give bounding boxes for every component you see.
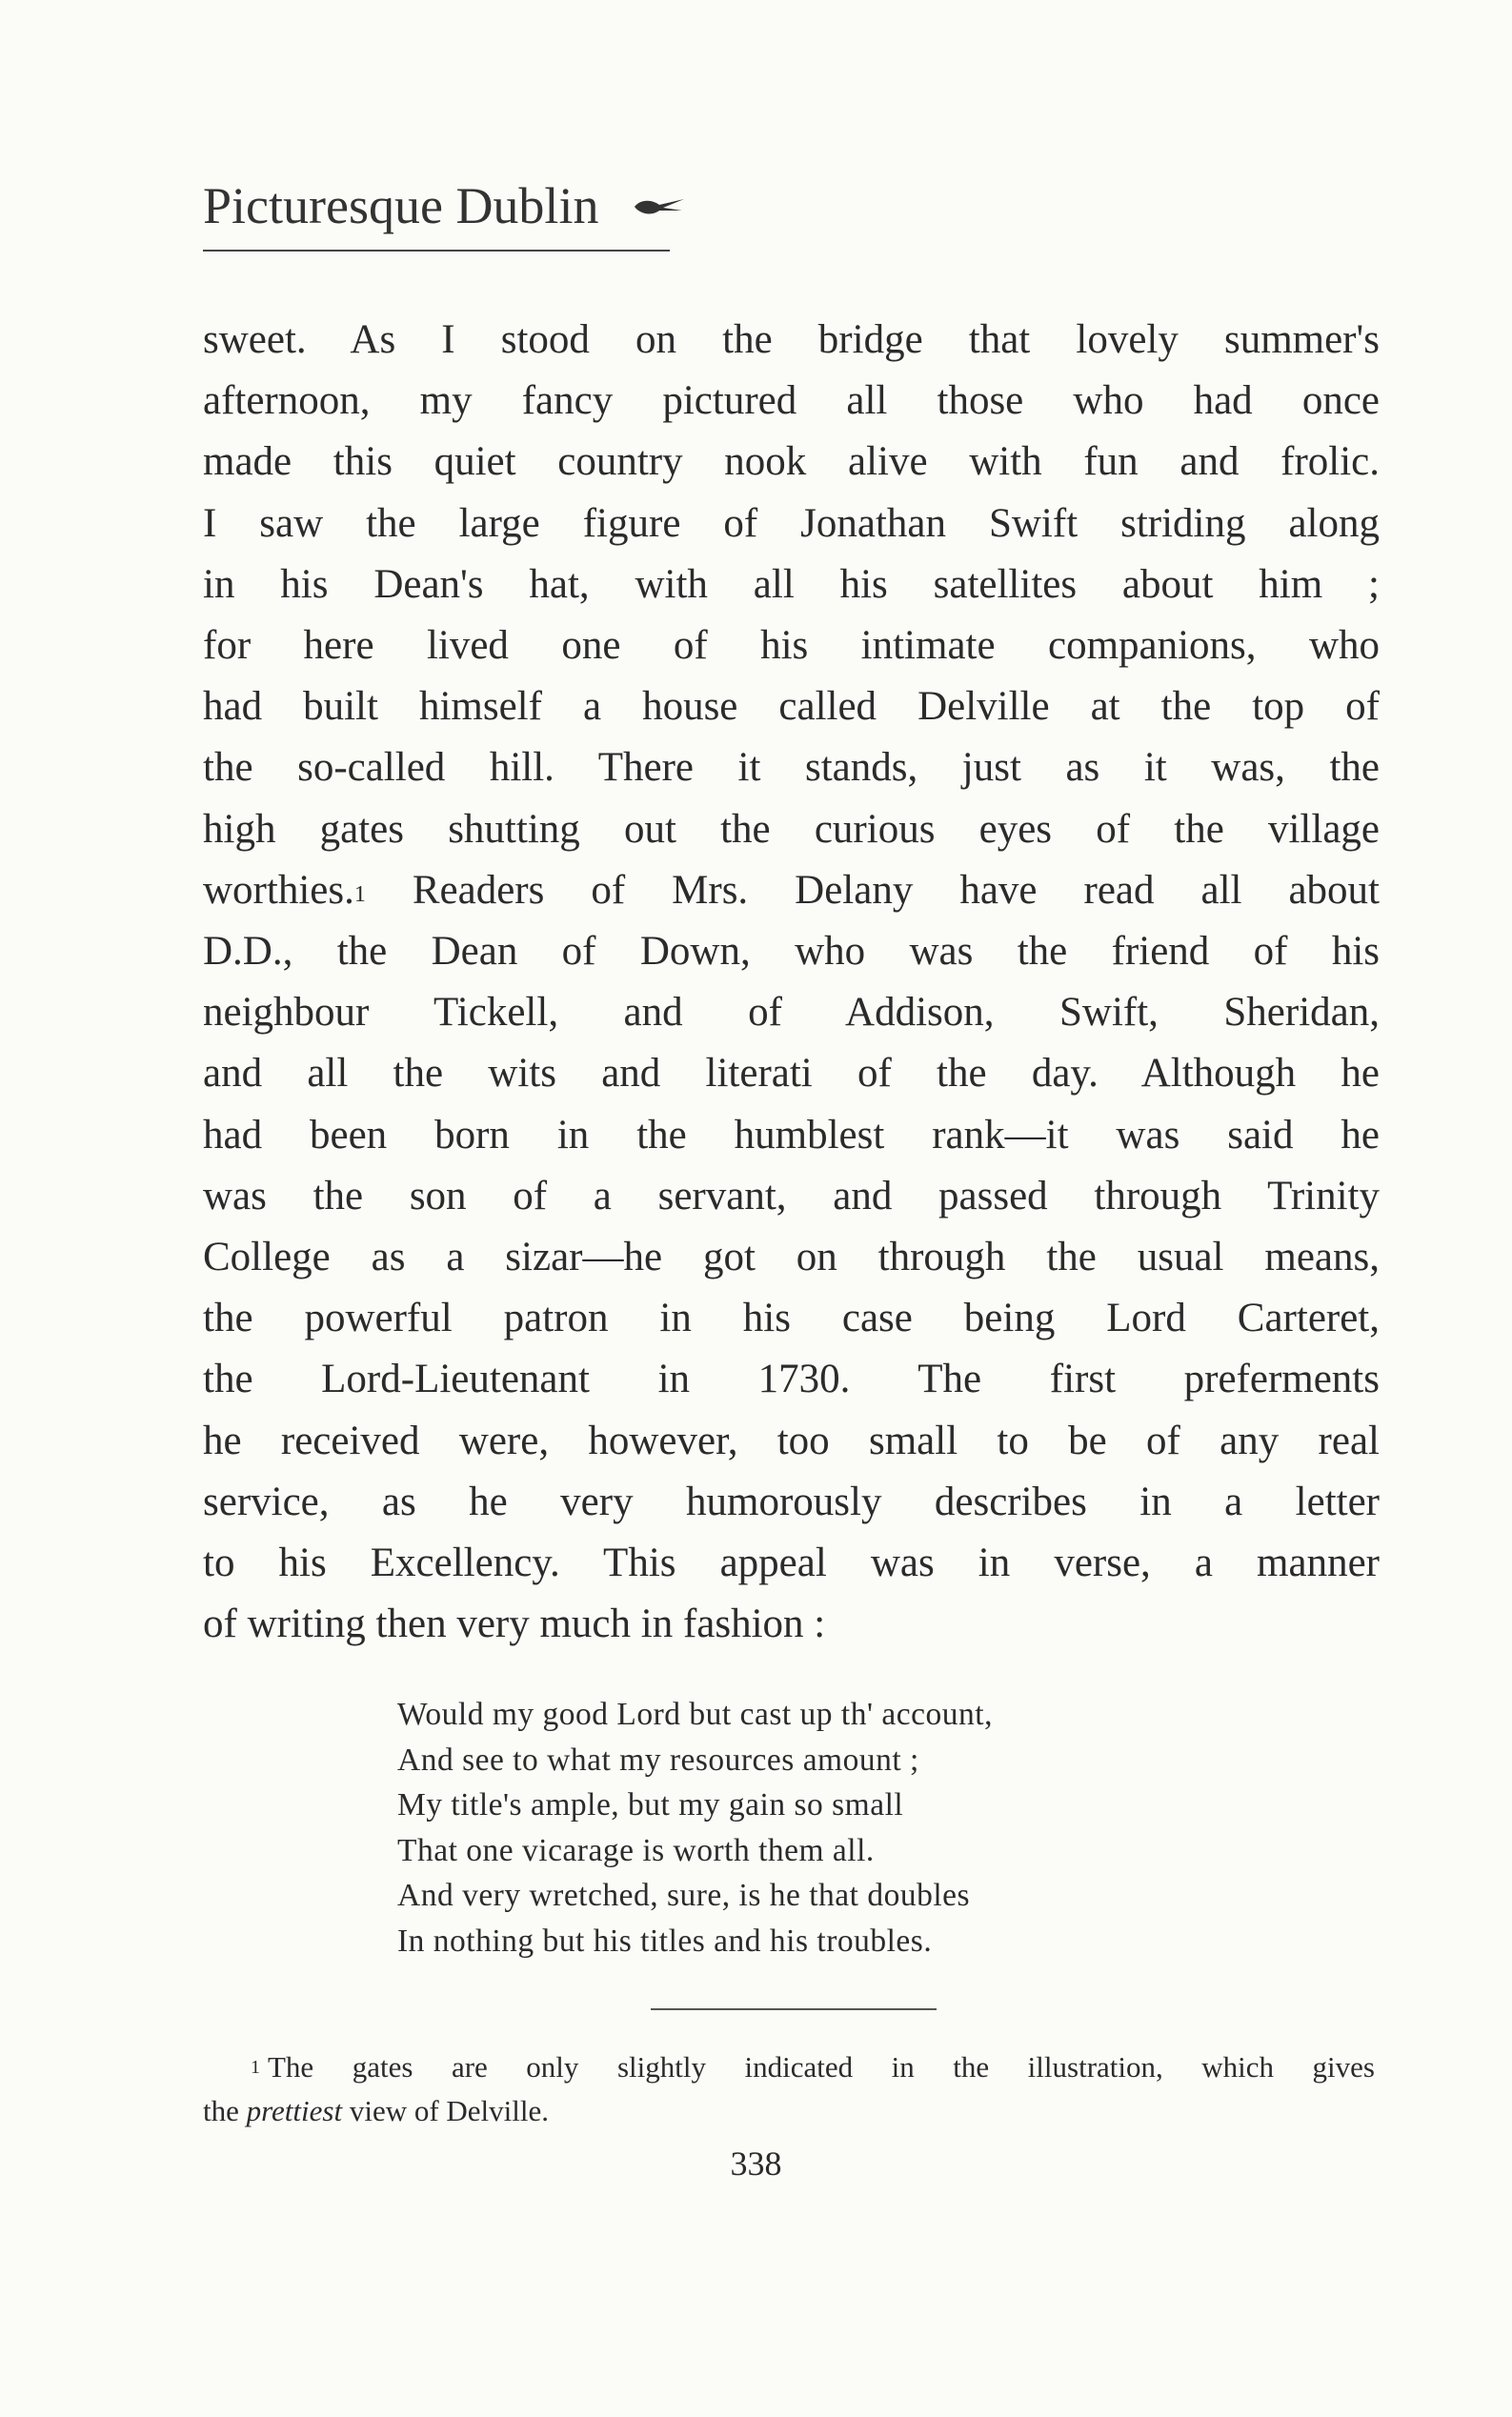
text-line: made this quiet country nook alive with fun and frolic. xyxy=(203,439,1380,485)
text-line: the so-called hill. There it stands, just as it was, the xyxy=(203,745,1380,791)
footnote-text: The gates are only slightly indicated in the illustration, which gives xyxy=(268,2050,1375,2084)
text-line: for here lived one of his intimate companions, who xyxy=(203,623,1380,669)
footnote-italic: prettiest xyxy=(246,2094,343,2127)
running-head-title: Picturesque Dublin xyxy=(203,177,599,234)
text-fragment: worthies. xyxy=(203,867,354,913)
text-line: afternoon, my fancy pictured all those who had once xyxy=(203,378,1380,424)
text-line: had been born in the humblest rank—it was said he xyxy=(203,1112,1380,1158)
text-line: in his Dean's hat, with all his satellites about him ; xyxy=(203,561,1380,607)
text-line: had built himself a house called Delville at the top of xyxy=(203,684,1380,730)
footnote-rule xyxy=(651,2008,937,2010)
verse-quotation xyxy=(397,1692,993,1964)
footnote xyxy=(203,2045,1375,2133)
header-rule xyxy=(203,250,670,252)
text-line: D.D., the Dean of Down, who was the friend of his xyxy=(203,929,1380,975)
footnote-text: view of Delville. xyxy=(342,2094,550,2127)
page-number: 338 xyxy=(730,2145,782,2183)
footnote-line xyxy=(203,2089,1375,2133)
text-line: he received were, however, too small to be of any real xyxy=(203,1418,1380,1463)
verse-line: Would my good Lord but cast up th' account, xyxy=(397,1697,993,1732)
running-head xyxy=(203,176,688,235)
verse-line: My title's ample, but my gain so small xyxy=(397,1787,904,1823)
text-line: College as a sizar—he got on through the usual means, xyxy=(203,1235,1380,1280)
verse-line: In nothing but his titles and his troubles. xyxy=(397,1923,933,1959)
footnote-reference[interactable]: 1 xyxy=(353,881,366,907)
text-line: to his Excellency. This appeal was in verse, a manner xyxy=(203,1541,1380,1586)
text-line: of writing then very much in fashion : xyxy=(203,1601,826,1647)
text-line: high gates shutting out the curious eyes of the village xyxy=(203,806,1380,852)
text-line: and all the wits and literati of the day. Although he xyxy=(203,1051,1380,1097)
text-line: the Lord-Lieutenant in 1730. The first preferments xyxy=(203,1357,1380,1402)
footnote-text: the xyxy=(203,2094,247,2127)
footnote-marker: 1 xyxy=(251,2057,260,2078)
text-line: I saw the large figure of Jonathan Swift striding along xyxy=(203,500,1380,546)
footnote-line xyxy=(203,2045,1375,2089)
verse-line: And see to what my resources amount ; xyxy=(397,1742,919,1778)
text-line-worthies xyxy=(203,860,1380,921)
text-line: service, as he very humorously describes in a letter xyxy=(203,1479,1380,1524)
verse-line: That one vicarage is worth them all. xyxy=(397,1832,875,1868)
text-line: the powerful patron in his case being Lord Carteret, xyxy=(203,1296,1380,1341)
body-text xyxy=(203,310,1380,1655)
text-line: was the son of a servant, and passed through Trinity xyxy=(203,1173,1380,1219)
verse-line: And very wretched, sure, is he that doubles xyxy=(397,1878,971,1913)
text-line: sweet. As I stood on the bridge that lovely summer's xyxy=(203,317,1380,362)
hand-ornament-icon xyxy=(631,191,688,220)
text-fragment: Readers of Mrs. Delany have read all about xyxy=(365,867,1380,913)
text-line: neighbour Tickell, and of Addison, Swift, Sheridan, xyxy=(203,990,1380,1036)
